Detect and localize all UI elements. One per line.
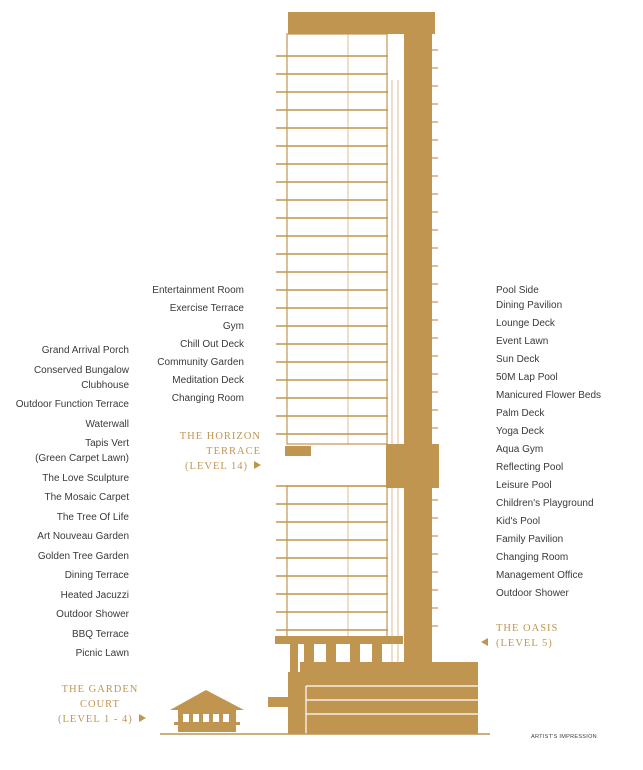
zone-the-oasis: THE OASIS (LEVEL 5) xyxy=(481,621,558,651)
oasis-amenity-label-2: Lounge Deck xyxy=(496,318,555,329)
garden-amenity-label-10: Golden Tree Garden xyxy=(37,550,129,562)
garden-amenity-label-6: The Love Sculpture xyxy=(42,472,129,484)
oasis-amenity-label-14: Family Pavilion xyxy=(496,534,564,545)
podium-pillar-4 xyxy=(350,644,360,662)
oasis-amenity-label-1: Pool Side xyxy=(496,285,539,296)
upper-amenity-label-3: Gym xyxy=(222,321,244,332)
podium-pillar-3 xyxy=(326,644,336,662)
garden-amenity-label-12: Heated Jacuzzi xyxy=(60,589,129,601)
podium-block xyxy=(288,672,478,734)
upper-amenity-label-4: Chill Out Deck xyxy=(180,339,244,350)
oasis-amenity-label-12: Children's Playground xyxy=(496,498,594,509)
podium-pillar-2 xyxy=(304,644,314,662)
core-column xyxy=(404,28,432,662)
garden-amenity-label-2: Conserved Bungalow xyxy=(33,364,129,376)
oasis-deck-slab xyxy=(300,662,478,672)
upper-amenity-label-5: Community Garden xyxy=(157,357,244,368)
upper-facade-frame xyxy=(287,34,387,444)
oasis-amenity-label-3: Event Lawn xyxy=(496,336,549,347)
oasis-amenity-label-10: Reflecting Pool xyxy=(496,462,564,473)
zone-garden-court: THE GARDEN COURT (LEVEL 1 - 4) xyxy=(56,682,144,727)
garden-court-ledge xyxy=(268,697,290,707)
upper-amenity-label-1: Entertainment Room xyxy=(152,285,244,296)
core-link-block xyxy=(386,444,439,488)
oasis-amenity-label-5: 50M Lap Pool xyxy=(496,372,558,383)
oasis-amenity-label-17: Outdoor Shower xyxy=(496,588,569,599)
upper-amenity-label-6: Meditation Deck xyxy=(172,375,244,386)
transfer-slab xyxy=(275,636,403,644)
garden-amenity-label-4: Waterwall xyxy=(85,418,129,430)
oasis-amenity-label-6: Manicured Flower Beds xyxy=(496,390,602,401)
oasis-amenity-label-15: Changing Room xyxy=(496,552,569,563)
garden-amenity-label-14: BBQ Terrace xyxy=(71,628,129,640)
oasis-amenity-label-9: Aqua Gym xyxy=(496,444,544,455)
balcony-ticks xyxy=(432,50,438,626)
garden-amenity-label-7: The Mosaic Carpet xyxy=(44,492,129,503)
lower-facade-frame xyxy=(287,486,387,640)
oasis-amenity-label-8: Yoga Deck xyxy=(496,426,544,437)
oasis-amenity-label-7: Palm Deck xyxy=(496,408,545,419)
garden-amenity-label-1: Grand Arrival Porch xyxy=(41,345,129,356)
arrow-right-icon xyxy=(254,461,261,469)
podium-pillar-5 xyxy=(372,644,382,662)
garden-amenity-label-9: Art Nouveau Garden xyxy=(37,531,129,542)
upper-amenity-label-2: Exercise Terrace xyxy=(169,303,244,314)
oasis-amenity-label-1: Dining Pavilion xyxy=(496,300,563,311)
garden-amenity-label-5: Tapis Vert xyxy=(85,438,129,449)
zone-horizon-terrace: THE HORIZON TERRACE (LEVEL 14) xyxy=(179,431,261,472)
horizon-terrace-slab xyxy=(285,446,311,456)
garden-amenity-label-3: Outdoor Function Terrace xyxy=(15,399,129,410)
garden-amenity-label-15: Picnic Lawn xyxy=(75,648,129,659)
oasis-amenity-label-11: Leisure Pool xyxy=(496,480,552,491)
garden-amenity-label-11: Dining Terrace xyxy=(64,570,129,581)
lower-floor-slabs xyxy=(276,486,388,630)
garden-amenity-label-5: (Green Carpet Lawn) xyxy=(35,453,129,464)
arrow-right-icon xyxy=(139,714,146,722)
garden-amenity-label-2: Clubhouse xyxy=(81,379,129,391)
garden-amenity-label-8: The Tree Of Life xyxy=(56,511,129,523)
oasis-amenity-label-4: Sun Deck xyxy=(496,354,540,365)
arrow-left-icon xyxy=(481,638,488,646)
conserved-bungalow xyxy=(170,690,244,732)
upper-floor-slabs xyxy=(276,56,388,434)
artists-impression-note: ARTIST'S IMPRESSION xyxy=(531,734,597,740)
garden-amenity-label-13: Outdoor Shower xyxy=(56,609,129,620)
upper-amenity-label-7: Changing Room xyxy=(171,393,244,404)
oasis-amenity-label-16: Management Office xyxy=(496,570,584,581)
oasis-amenity-label-13: Kid's Pool xyxy=(496,516,541,527)
